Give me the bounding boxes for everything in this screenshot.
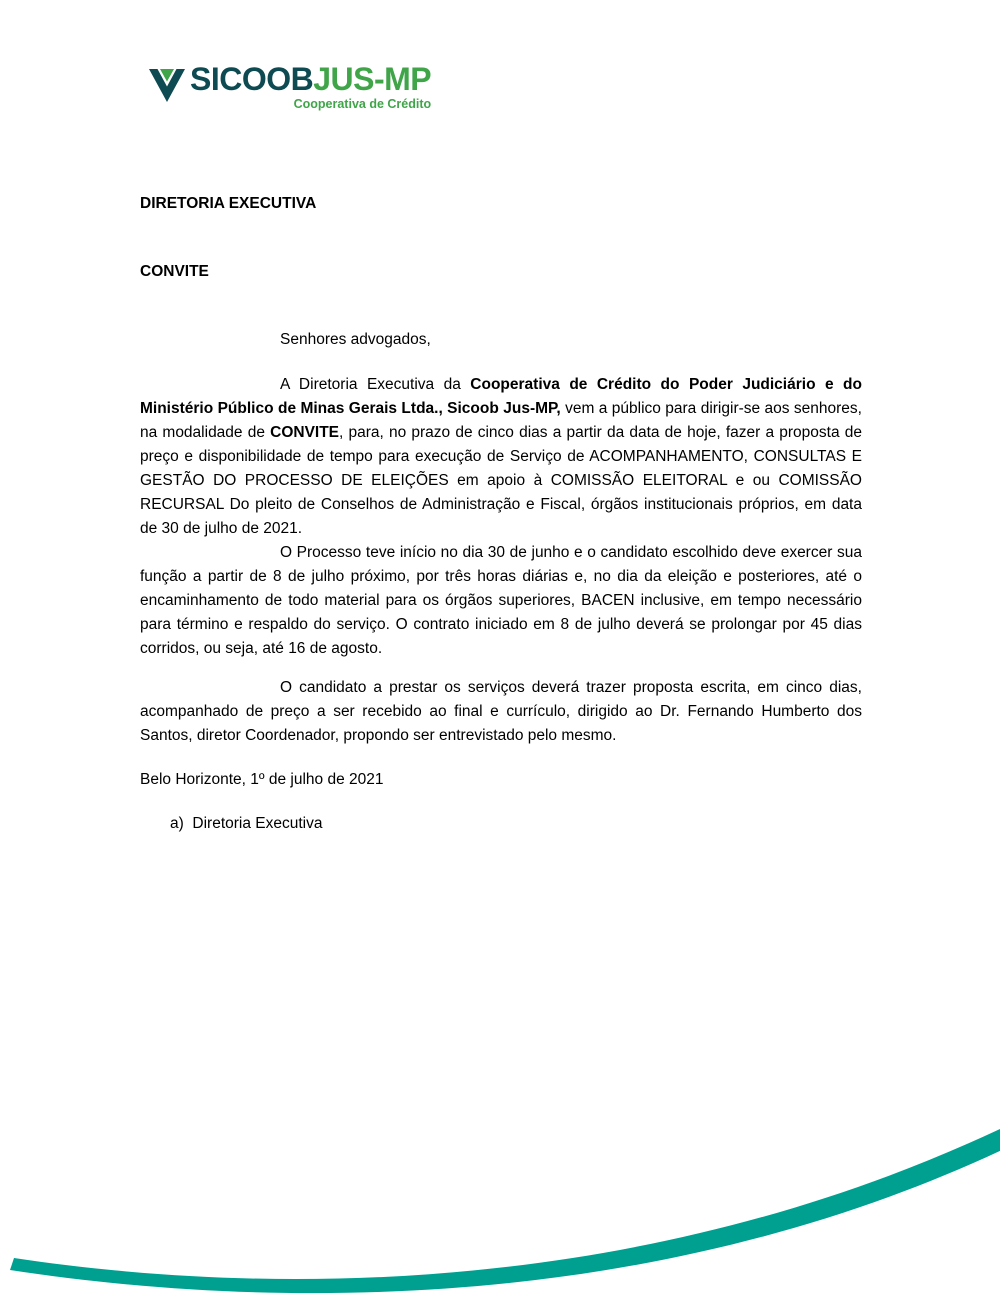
logo-brand-text: SICOOB [190, 61, 314, 97]
paragraph-invitation: A Diretoria Executiva da Cooperativa de Crédito do Poder Judiciário e do Ministério Público de Minas Gerais Ltda., Sicoob Jus-MP, vem a público para dirigir-se aos senhores, na modalidade de CONVITE, para, no prazo de cinco dias a partir da data de hoje, fazer a proposta de preço e disponibilidade de tempo para execução de Serviço de ACOMPANHAMENTO, CONSULTAS E GESTÃO DO PROCESSO DE ELEIÇÕES em apoio à COMISSÃO ELEITORAL e ou COMISSÃO RECURSAL Do pleito de Conselhos de Administração e Fiscal, órgãos institucionais próprios, em data de 30 de julho de 2021. [140, 376, 862, 537]
salutation: Senhores advogados, [280, 331, 431, 348]
corner-swoosh-decoration [0, 1094, 1000, 1294]
place-date: Belo Horizonte, 1º de julho de 2021 [140, 771, 384, 788]
paragraph-process: O Processo teve início no dia 30 de junho e o candidato escolhido deve exercer sua função a partir de 8 de julho próximo, por três horas diárias e, no dia da eleição e posteriores, até o encaminhamento de todo material para os órgãos superiores, BACEN inclusive, em tempo necessário para término e respaldo do serviço. O contrato iniciado em 8 de julho deverá se prolongar por 45 dias corridos, ou seja, até 16 de agosto. [140, 544, 862, 657]
paragraph-candidate: O candidato a prestar os serviços deverá trazer proposta escrita, em cinco dias, acompanhado de preço a ser recebido ao final e currículo, dirigido ao Dr. Fernando Humberto dos Santos, diretor Coordenador, propondo ser entrevistado pelo mesmo. [140, 679, 862, 744]
logo-wordmark [190, 62, 431, 96]
logo-brand-suffix-text: JUS-MP [313, 61, 432, 97]
document-body [140, 192, 862, 836]
sicoob-logo [148, 62, 431, 111]
signature-list-item: a) Diretoria Executiva [170, 815, 323, 832]
document-heading: DIRETORIA EXECUTIVA [140, 195, 317, 212]
logo-tagline: Cooperativa de Crédito [293, 97, 432, 111]
logo-text [190, 62, 431, 111]
document-title: CONVITE [140, 263, 209, 280]
sicoob-chevron-icon [148, 68, 186, 104]
